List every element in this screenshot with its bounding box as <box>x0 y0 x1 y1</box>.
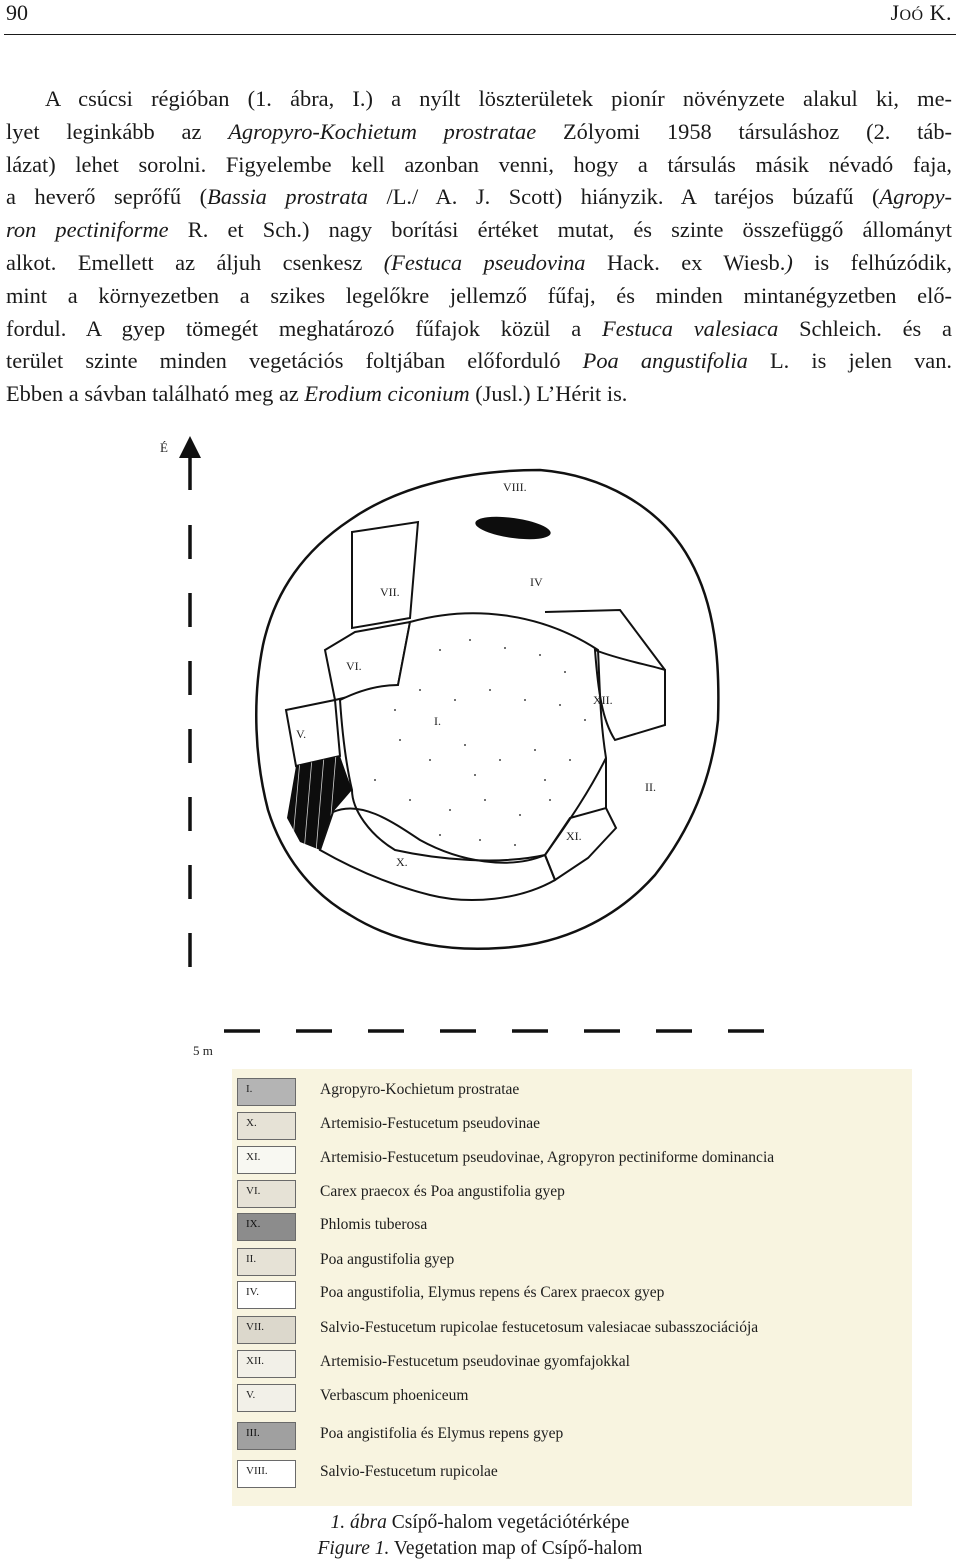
legend-label: Salvio-Festucetum rupicolae <box>320 1463 498 1480</box>
author-suffix: K. <box>923 0 952 25</box>
text-line-6: alkot. Emellett az áljuh csenkesz (Festuca pseudovina Hack. ex Wiesb.) is felhúzódik, <box>6 249 953 275</box>
legend-item <box>232 1078 912 1108</box>
legend-item <box>232 1281 912 1311</box>
zone-label-xi: XI. <box>566 829 582 843</box>
text-line-2: lyet leginkább az Agropyro-Kochietum prostratae Zólyomi 1958 társuláshoz (2. táb- <box>6 118 952 144</box>
page-number: 90 <box>6 0 28 25</box>
legend-swatch: VIII. <box>237 1460 296 1488</box>
text-line-4: a heverő seprőfű (Bassia prostrata /L./ A. J. Scott) hiányzik. A taréjos búzafű (Agropy- <box>6 184 952 210</box>
text-line-10: Ebben a sávban található meg az Erodium ciconium (Jusl.) L’Hérit is. <box>6 381 628 407</box>
legend-item <box>232 1248 912 1278</box>
text-line-5: ron pectiniforme R. et Sch.) nagy borítási értéket mutat, és szinte összefüggő állományt <box>6 217 952 243</box>
legend-label: Agropyro-Kochietum prostratae <box>320 1081 520 1098</box>
legend-label: Poa angustifolia, Elymus repens és Carex praecox gyep <box>320 1284 665 1301</box>
zone-label-viii: VIII. <box>503 480 527 494</box>
legend-swatch: IV. <box>237 1281 296 1309</box>
zone-label-vii: VII. <box>380 585 400 599</box>
zone-label-i: I. <box>434 714 441 728</box>
legend-label: Verbascum phoeniceum <box>320 1387 469 1404</box>
legend-item <box>232 1316 912 1346</box>
legend-swatch: XII. <box>237 1350 296 1378</box>
zone-label-vi: VI. <box>346 659 362 673</box>
text-line-7: mint a környezetben a szikes legelőkre jellemző fűfaj, és minden mintanégyzetben elő- <box>6 282 952 308</box>
legend-label: Artemisio-Festucetum pseudovinae, Agropyron pectiniforme dominancia <box>320 1149 775 1166</box>
legend-swatch: IX. <box>237 1213 296 1241</box>
legend-item <box>232 1384 912 1414</box>
legend-label: Poa angustifolia gyep <box>320 1251 455 1268</box>
zone-label-x: X. <box>396 855 408 869</box>
legend-swatch: VI. <box>237 1180 296 1208</box>
legend-label: Artemisio-Festucetum pseudovinae <box>320 1115 540 1132</box>
legend-swatch: X. <box>237 1112 296 1140</box>
legend-item <box>232 1112 912 1142</box>
legend-label: Artemisio-Festucetum pseudovinae gyomfajokkal <box>320 1353 630 1370</box>
legend-swatch: XI. <box>237 1146 296 1174</box>
vegetation-map <box>150 428 790 1060</box>
author-smallcaps: OÓ <box>899 7 924 24</box>
caption-english: Figure 1. Vegetation map of Csípő-halom <box>317 1538 643 1559</box>
legend-item <box>232 1460 912 1490</box>
legend-item <box>232 1180 912 1210</box>
north-arrow-icon <box>179 436 201 458</box>
author-initial: J <box>890 0 900 25</box>
zone-label-iv: IV <box>530 575 543 589</box>
legend-label: Carex praecox és Poa angustifolia gyep <box>320 1183 565 1200</box>
legend-item <box>232 1350 912 1380</box>
legend-swatch: III. <box>237 1422 296 1450</box>
legend-swatch: VII. <box>237 1316 296 1344</box>
legend-item <box>232 1146 912 1176</box>
text-line-8: fordul. A gyep tömegét meghatározó fűfajok közül a Festuca valesiaca Schleich. és a <box>6 315 952 341</box>
text-line-1: A csúcsi régióban (1. ábra, I.) a nyílt löszterületek pionír növényzete alakul ki, me- <box>45 86 952 111</box>
legend-swatch: II. <box>237 1248 296 1276</box>
legend-label: Phlomis tuberosa <box>320 1216 428 1233</box>
scale-label: 5 m <box>193 1043 213 1058</box>
legend-item <box>232 1422 912 1452</box>
zone-label-v: V. <box>296 727 307 741</box>
zone-label-ii: II. <box>645 780 656 794</box>
zone-label-xii: XII. <box>593 693 613 707</box>
text-line-3: lázat) lehet sorolni. Figyelembe kell azonban venni, hogy a társulás másik névadó faja, <box>6 151 952 177</box>
legend-item <box>232 1213 912 1243</box>
legend-swatch: I. <box>237 1078 296 1106</box>
text-line-9: terület szinte minden vegetációs foltjában előforduló Poa angustifolia L. is jelen van. <box>6 348 953 374</box>
legend-label: Poa angistifolia és Elymus repens gyep <box>320 1425 564 1442</box>
body-paragraph <box>6 83 952 411</box>
legend-label: Salvio-Festucetum rupicolae festucetosum valesiacae subasszociációja <box>320 1319 759 1336</box>
running-head <box>890 0 952 26</box>
header-rule <box>4 34 956 35</box>
north-label: É <box>160 440 168 455</box>
legend-panel <box>232 1069 912 1506</box>
legend-swatch: V. <box>237 1384 296 1412</box>
caption-hungarian: 1. ábra Csípő-halom vegetációtérképe <box>330 1512 630 1533</box>
